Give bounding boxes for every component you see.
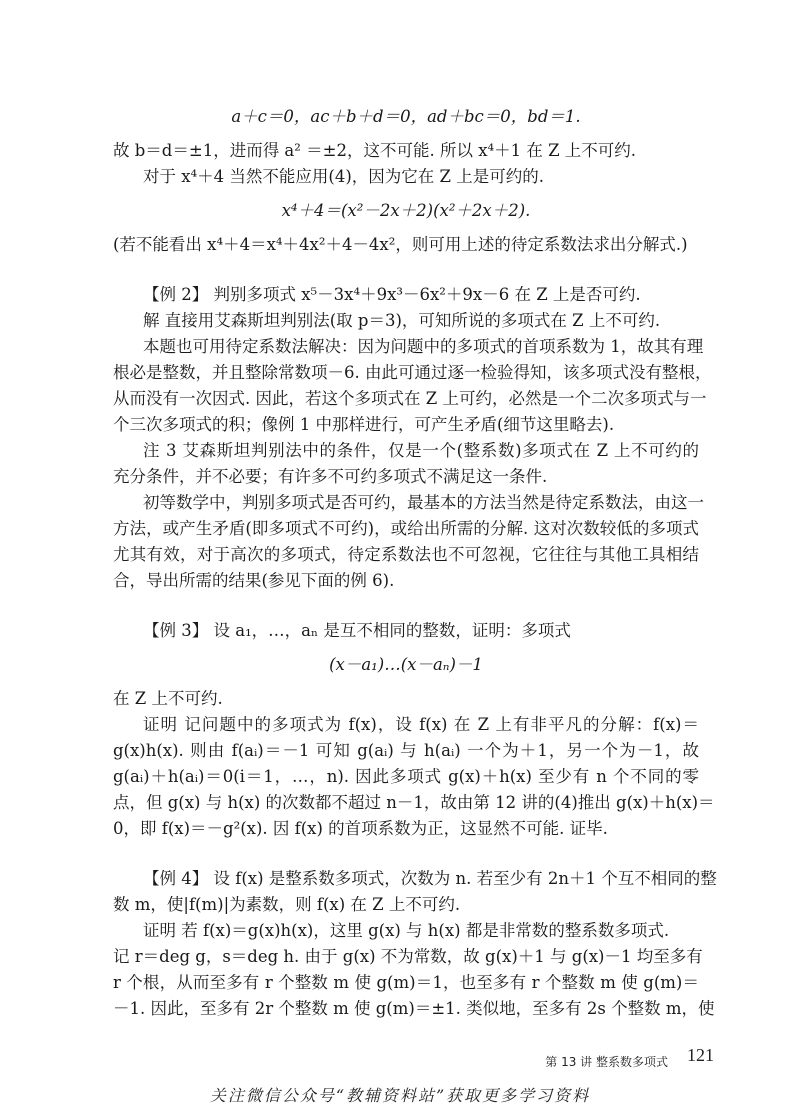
text-line: r 个根，从而至多有 r 个整数 m 使 g(m)＝1，也至多有 r 个整数 m 使 g(m)＝ (113, 973, 699, 992)
text-line: 根必是整数，并且整除常数项－6. 由此可通过逐一检验得知，该多项式没有整根， (113, 363, 712, 382)
example-2-heading: 【例 2】 判别多项式 x⁵－3x⁴＋9x³－6x²＋9x－6 在 Z 上是否可约. (143, 285, 641, 304)
example-3-heading: 【例 3】 设 a₁，…，aₙ 是互不相同的整数，证明：多项式 (143, 621, 571, 640)
example-4-heading: 【例 4】 设 f(x) 是整系数多项式，次数为 n. 若至少有 2n＋1 个互不相同的整 (143, 869, 717, 888)
text-line: 0，即 f(x)＝－g²(x). 因 f(x) 的首项系数为正，这显然不可能. 证毕. (113, 819, 608, 838)
text-line: 初等数学中，判别多项式是否可约，最基本的方法当然是待定系数法，由这一 (143, 493, 704, 512)
text-line: 点，但 g(x) 与 h(x) 的次数都不超过 n－1，故由第 12 讲的(4)推出 g(x)＋h(x)＝ (113, 793, 715, 812)
polynomial-expression: (x－a₁)…(x－aₙ)－1 (329, 655, 483, 674)
text-line: 记 r＝deg g，s＝deg h. 由于 g(x) 不为常数，故 g(x)＋1 与 g(x)－1 均至多有 (113, 947, 703, 966)
footer-banner: 关注微信公众号“教辅资料站”获取更多学习资料 (209, 1086, 591, 1105)
text-line: g(aᵢ)＋h(aᵢ)＝0(i＝1，…，n). 因此多项式 g(x)＋h(x) 至少有 n 个不同的零 (113, 767, 699, 786)
solution-line: 解 直接用艾森斯坦判别法(取 p＝3)，可知所说的多项式在 Z 上不可约. (143, 311, 661, 330)
text-line: 本题也可用待定系数法解决：因为问题中的多项式的首项系数为 1，故其有理 (143, 337, 704, 356)
text-line: 故 b＝d＝±1，进而得 a² ＝±2，这不可能. 所以 x⁴＋1 在 Z 上不可约. (113, 141, 637, 160)
proof-line: 证明 若 f(x)＝g(x)h(x)，这里 g(x) 与 h(x) 都是非常数的整系数多项式. (143, 921, 670, 940)
text-line: 在 Z 上不可约. (113, 689, 223, 708)
text-line: 数 m，使|f(m)|为素数，则 f(x) 在 Z 上不可约. (113, 895, 461, 914)
chapter-label: 第 13 讲 整系数多项式 (545, 1055, 668, 1069)
text-line: －1. 因此，至多有 2r 个整数 m 使 g(m)＝±1. 类似地，至多有 2s 个整数 m，使 (113, 999, 715, 1018)
proof-line: 证明 记问题中的多项式为 f(x)，设 f(x) 在 Z 上有非平凡的分解：f(x)＝ (143, 715, 699, 734)
text-line: g(x)h(x). 则由 f(aᵢ)＝－1 可知 g(aᵢ) 与 h(aᵢ) 一个为＋1，另一个为－1，故 (113, 741, 699, 760)
text-line: 对于 x⁴＋4 当然不能应用(4)，因为它在 Z 上是可约的. (143, 167, 544, 186)
text-line: 个三次多项式的积；像例 1 中那样进行，可产生矛盾(细节这里略去). (113, 415, 615, 434)
text-line: 方法，或产生矛盾(即多项式不可约)，或给出所需的分解. 这对次数较低的多项式 (113, 519, 699, 538)
text-line: 合，导出所需的结果(参见下面的例 6). (113, 571, 395, 590)
text-line: (若不能看出 x⁴＋4＝x⁴＋4x²＋4－4x²，则可用上述的待定系数法求出分解式.) (113, 235, 688, 254)
text-line: 从而没有一次因式. 因此，若这个多项式在 Z 上可约，必然是一个二次多项式与一 (113, 389, 707, 408)
equation-system: a＋c＝0，ac＋b＋d＝0，ad＋bc＝0，bd＝1. (231, 107, 581, 126)
factorization-equation: x⁴＋4＝(x²－2x＋2)(x²＋2x＋2). (281, 201, 531, 220)
text-line: 充分条件，并不必要；有许多不可约多项式不满足这一条件. (113, 467, 548, 486)
note-3-line: 注 3 艾森斯坦判别法中的条件，仅是一个(整系数)多项式在 Z 上不可约的 (143, 441, 699, 460)
text-line: 尤其有效，对于高次的多项式，待定系数法也不可忽视，它往往与其他工具相结 (113, 545, 699, 564)
page-number: 121 (687, 1045, 714, 1065)
